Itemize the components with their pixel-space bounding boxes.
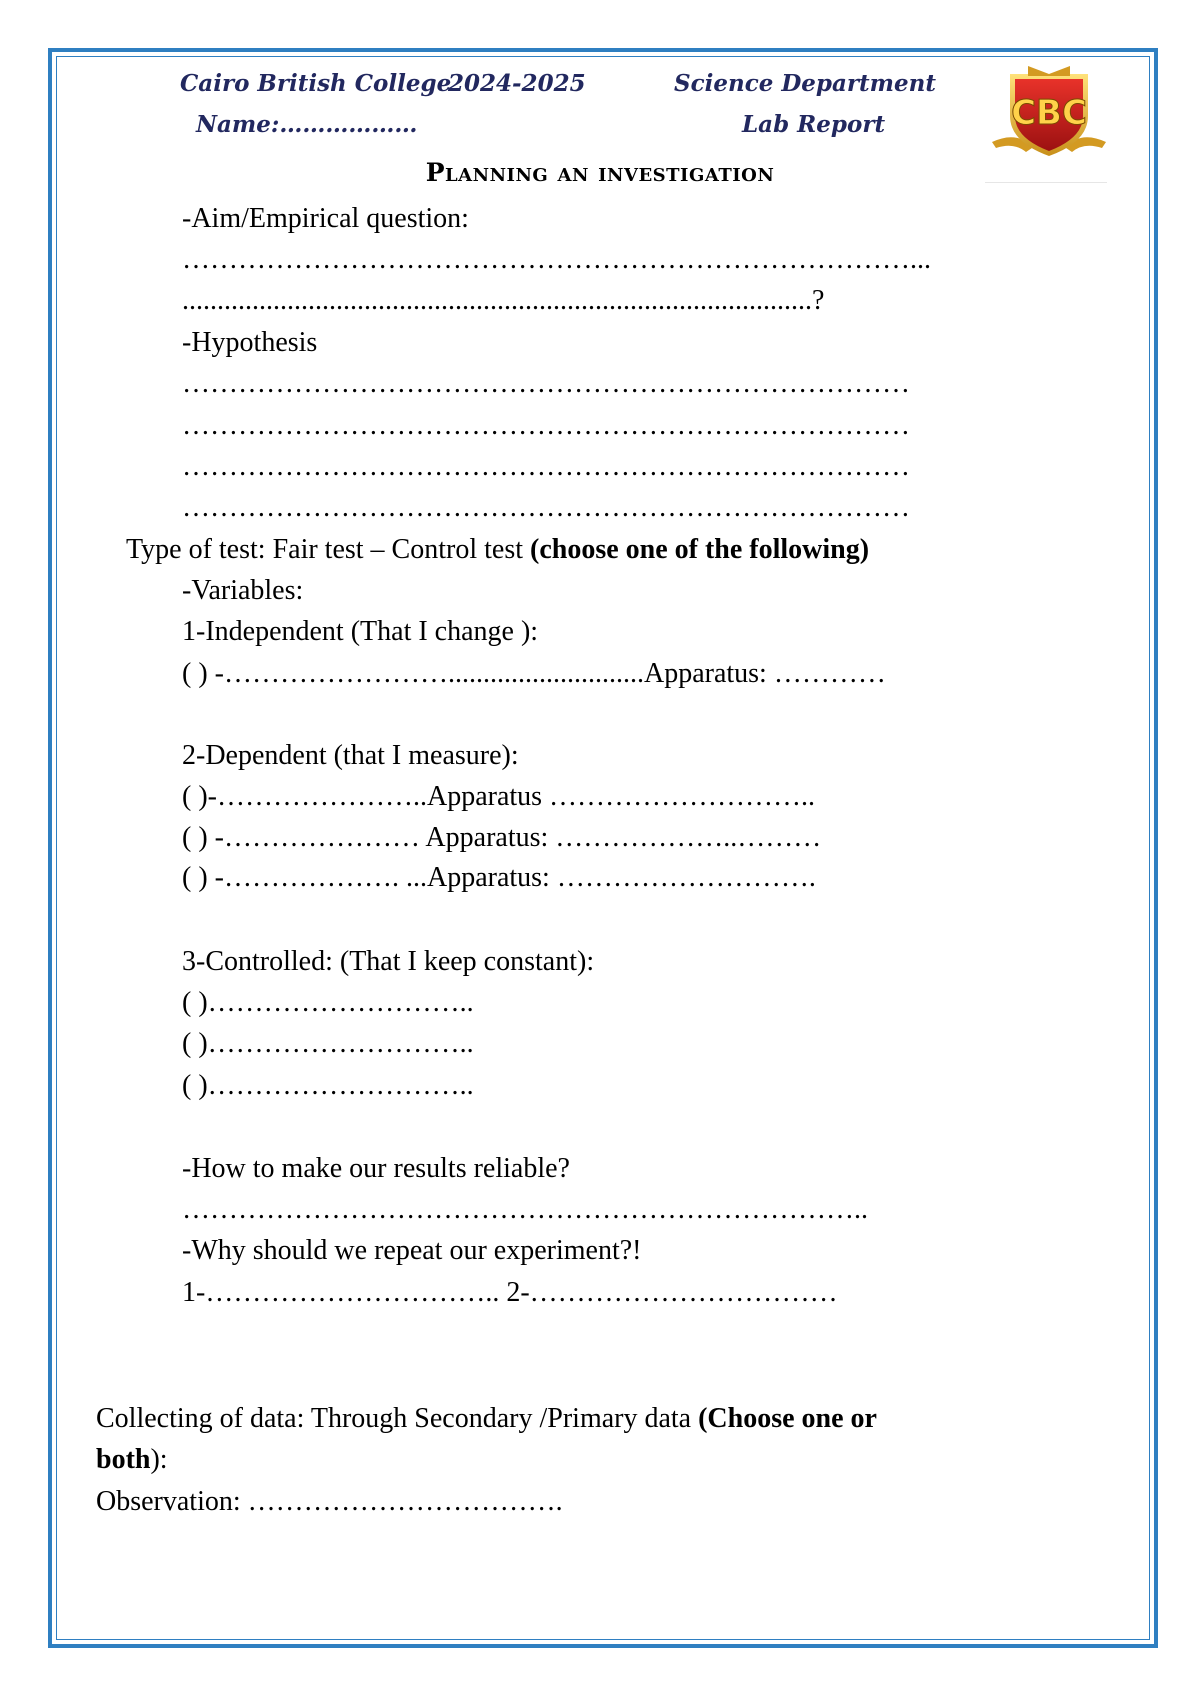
- test-type: [126, 536, 869, 564]
- collecting-data-continued: [96, 1446, 168, 1474]
- collecting-data-tail: ):: [150, 1444, 168, 1475]
- report-type: Lab Report: [742, 111, 886, 138]
- controlled-variable-row[interactable]: ( )………………………..: [182, 987, 474, 1018]
- dependent-variable-row[interactable]: ( ) -………………. ...Apparatus: ……………………….: [182, 862, 816, 893]
- aim-answer-line-1[interactable]: ……………………………………………………………………...: [182, 244, 931, 275]
- aim-answer-line-2[interactable]: ..........................................................................................?: [182, 285, 825, 316]
- dependent-variable-row[interactable]: ( )-…………………..Apparatus ………………………..: [182, 781, 816, 812]
- independent-variable-row[interactable]: ( ) -……………………............................Apparatus: …………: [182, 658, 886, 689]
- collecting-data-text: Collecting of data: Through Secondary /Primary data: [96, 1403, 699, 1434]
- collecting-data-instruction-end: both: [96, 1444, 151, 1475]
- page-title: Planning an investigation: [425, 158, 775, 187]
- college-name: Cairo British College: [180, 70, 452, 97]
- department-name: Science Department: [674, 70, 936, 97]
- hypothesis-line[interactable]: ……………………………………………………………………: [182, 410, 910, 441]
- collecting-data-instruction: (Choose one or: [698, 1403, 877, 1434]
- cbc-logo-icon: [988, 64, 1110, 160]
- reliable-answer-line[interactable]: ………………………………………………………………..: [182, 1194, 868, 1225]
- test-type-instruction: (choose one of the following): [530, 534, 870, 565]
- hypothesis-label: -Hypothesis: [182, 327, 318, 358]
- collecting-data: [96, 1405, 877, 1433]
- controlled-variable-row[interactable]: ( )………………………..: [182, 1070, 474, 1101]
- academic-year: 2024-2025: [448, 70, 586, 97]
- test-type-text: Type of test: Fair test – Control test: [126, 534, 530, 565]
- hypothesis-line[interactable]: ……………………………………………………………………: [182, 492, 910, 523]
- hypothesis-line[interactable]: ……………………………………………………………………: [182, 451, 910, 482]
- controlled-variable-label: 3-Controlled: (That I keep constant):: [182, 946, 595, 977]
- independent-variable-label: 1-Independent (That I change ):: [182, 616, 539, 647]
- variables-label: -Variables:: [182, 575, 304, 606]
- controlled-variable-row[interactable]: ( )………………………..: [182, 1028, 474, 1059]
- hypothesis-line[interactable]: ……………………………………………………………………: [182, 368, 910, 399]
- repeat-answers[interactable]: 1-………………………….. 2-……………………………: [182, 1277, 838, 1308]
- observation-field[interactable]: Observation: …………………………….: [96, 1486, 563, 1517]
- dependent-variable-label: 2-Dependent (that I measure):: [182, 740, 519, 771]
- repeat-question: -Why should we repeat our experiment?!: [182, 1235, 642, 1266]
- reliable-question: -How to make our results reliable?: [182, 1153, 570, 1184]
- student-name-field[interactable]: Name:………………: [196, 111, 418, 138]
- logo-text: CBC: [1011, 93, 1087, 133]
- aim-label: -Aim/Empirical question:: [182, 203, 469, 234]
- dependent-variable-row[interactable]: ( ) -………………… Apparatus: ………………..………: [182, 822, 822, 853]
